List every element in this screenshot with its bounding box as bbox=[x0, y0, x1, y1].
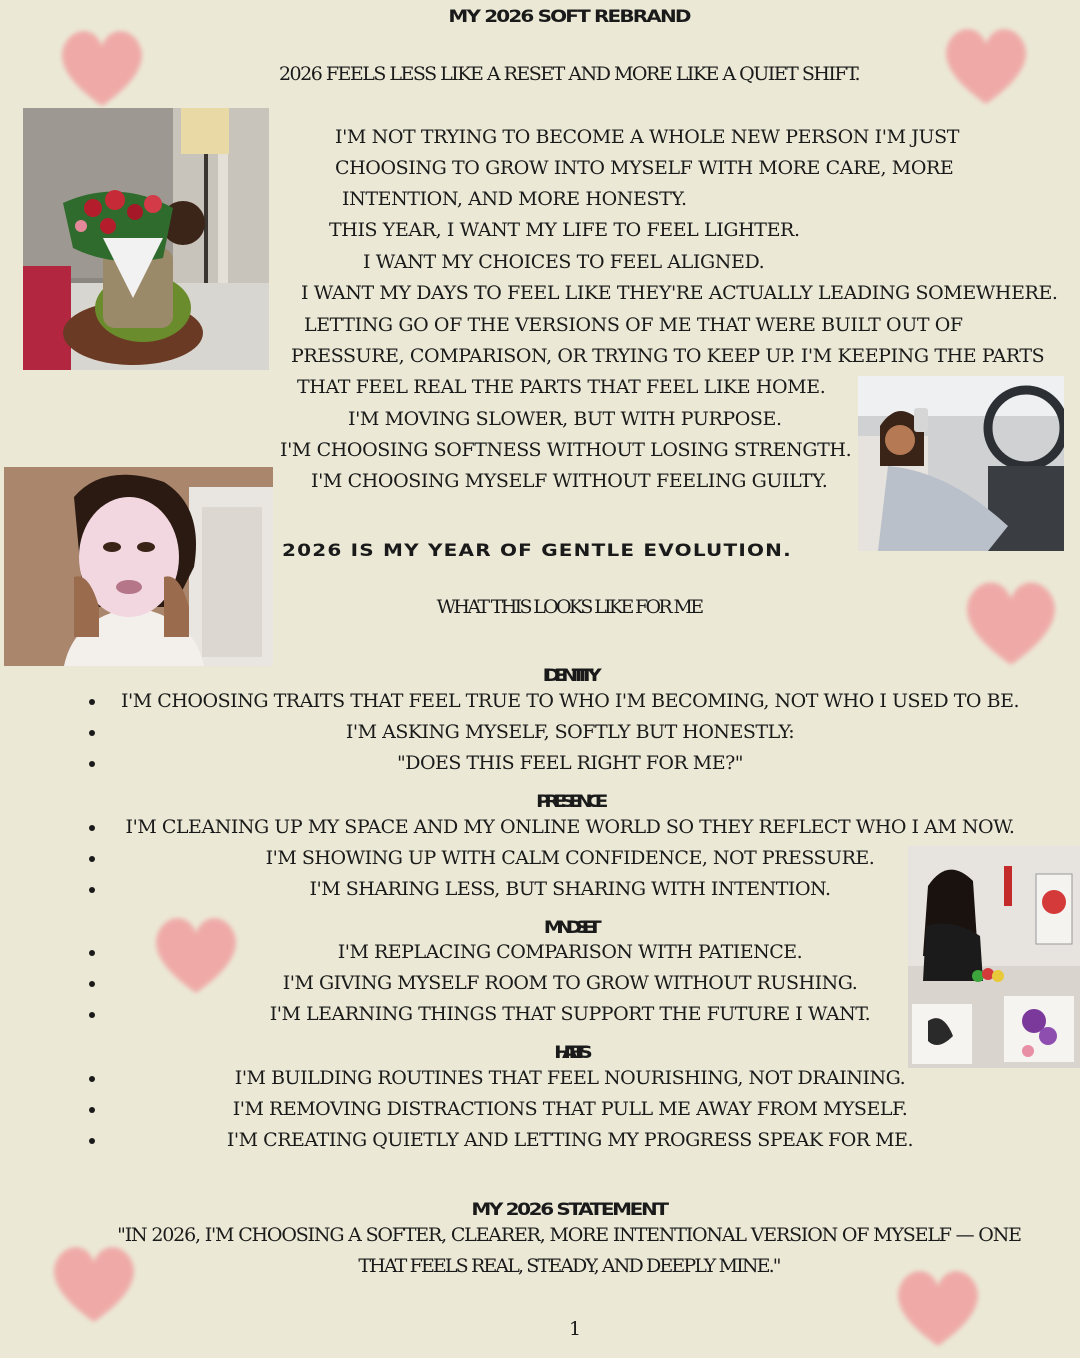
list-item: I'M SHOWING UP WITH CALM CONFIDENCE, NOT PRESSURE. bbox=[0, 843, 1080, 874]
year-statement: 2026 IS MY YEAR OF GENTLE EVOLUTION. bbox=[282, 539, 792, 561]
intro-text: 2026 FEELS LESS LIKE A RESET AND MORE LIKE A QUIET SHIFT. bbox=[278, 63, 860, 85]
list-item: I'M CHOOSING TRAITS THAT FEEL TRUE TO WHO I'M BECOMING, NOT WHO I USED TO BE. bbox=[0, 686, 1080, 717]
paragraph-line: INTENTION, AND MORE HONESTY. bbox=[342, 188, 687, 210]
paragraph-line: I'M NOT TRYING TO BECOME A WHOLE NEW PERSON I'M JUST bbox=[335, 126, 960, 148]
paragraph-line: LETTING GO OF THE VERSIONS OF ME THAT WERE BUILT OUT OF bbox=[304, 314, 963, 336]
habits-list bbox=[0, 1063, 1080, 1156]
list-item: I'M SHARING LESS, BUT SHARING WITH INTENTION. bbox=[0, 874, 1080, 905]
list-item: I'M CREATING QUIETLY AND LETTING MY PROGRESS SPEAK FOR ME. bbox=[0, 1125, 1080, 1156]
paragraph-line: THAT FEEL REAL THE PARTS THAT FEEL LIKE HOME. bbox=[297, 376, 826, 398]
paragraph-line: CHOOSING TO GROW INTO MYSELF WITH MORE CARE, MORE bbox=[335, 157, 954, 179]
what-this-looks-like: WHAT THIS LOOKS LIKE FOR ME bbox=[436, 596, 702, 618]
identity-list bbox=[0, 686, 1080, 779]
paragraph-line: I'M CHOOSING SOFTNESS WITHOUT LOSING STRENGTH. bbox=[280, 439, 852, 461]
statement-line: THAT FEELS REAL, STEADY, AND DEEPLY MINE." bbox=[358, 1255, 780, 1277]
section-heading-mindset: MINDSET bbox=[543, 916, 595, 938]
page-title: MY 2026 SOFT REBRAND bbox=[448, 5, 690, 27]
heart-icon bbox=[956, 568, 1066, 678]
list-item: I'M GIVING MYSELF ROOM TO GROW WITHOUT RUSHING. bbox=[0, 968, 1080, 999]
paragraph-line: I WANT MY CHOICES TO FEEL ALIGNED. bbox=[363, 251, 765, 273]
page-number bbox=[0, 1317, 1080, 1341]
list-item: I'M BUILDING ROUTINES THAT FEEL NOURISHING, NOT DRAINING. bbox=[0, 1063, 1080, 1094]
paragraph-line: THIS YEAR, I WANT MY LIFE TO FEEL LIGHTER. bbox=[329, 219, 800, 241]
woman-in-car-photo bbox=[858, 376, 1064, 551]
list-item: I'M CLEANING UP MY SPACE AND MY ONLINE WORLD SO THEY REFLECT WHO I AM NOW. bbox=[0, 812, 1080, 843]
woman-with-flower-bouquet-photo bbox=[23, 108, 269, 370]
list-item: "DOES THIS FEEL RIGHT FOR ME?" bbox=[0, 748, 1080, 779]
list-item: I'M ASKING MYSELF, SOFTLY BUT HONESTLY: bbox=[0, 717, 1080, 748]
list-item: I'M REPLACING COMPARISON WITH PATIENCE. bbox=[0, 937, 1080, 968]
paragraph-line: I WANT MY DAYS TO FEEL LIKE THEY'RE ACTUALLY LEADING SOMEWHERE. bbox=[301, 282, 1058, 304]
presence-list bbox=[0, 812, 1080, 905]
paragraph-line: I'M MOVING SLOWER, BUT WITH PURPOSE. bbox=[348, 408, 782, 430]
list-item: I'M REMOVING DISTRACTIONS THAT PULL ME AWAY FROM MYSELF. bbox=[0, 1094, 1080, 1125]
section-heading-habits: HABITS bbox=[554, 1041, 584, 1063]
section-heading-identity: IDENTITY bbox=[542, 664, 596, 686]
statement-heading: MY 2026 STATEMENT bbox=[471, 1198, 667, 1220]
paragraph-line: PRESSURE, COMPARISON, OR TRYING TO KEEP UP. I'M KEEPING THE PARTS bbox=[291, 345, 1045, 367]
list-item: I'M LEARNING THINGS THAT SUPPORT THE FUTURE I WANT. bbox=[0, 999, 1080, 1030]
statement-line: "IN 2026, I'M CHOOSING A SOFTER, CLEARER, MORE INTENTIONAL VERSION OF MYSELF — ONE bbox=[117, 1224, 1021, 1246]
paragraph-line: I'M CHOOSING MYSELF WITHOUT FEELING GUILTY. bbox=[311, 470, 828, 492]
mindset-list bbox=[0, 937, 1080, 1030]
section-heading-presence: PRESENCE bbox=[535, 790, 603, 812]
woman-with-face-mask-photo bbox=[4, 467, 273, 666]
